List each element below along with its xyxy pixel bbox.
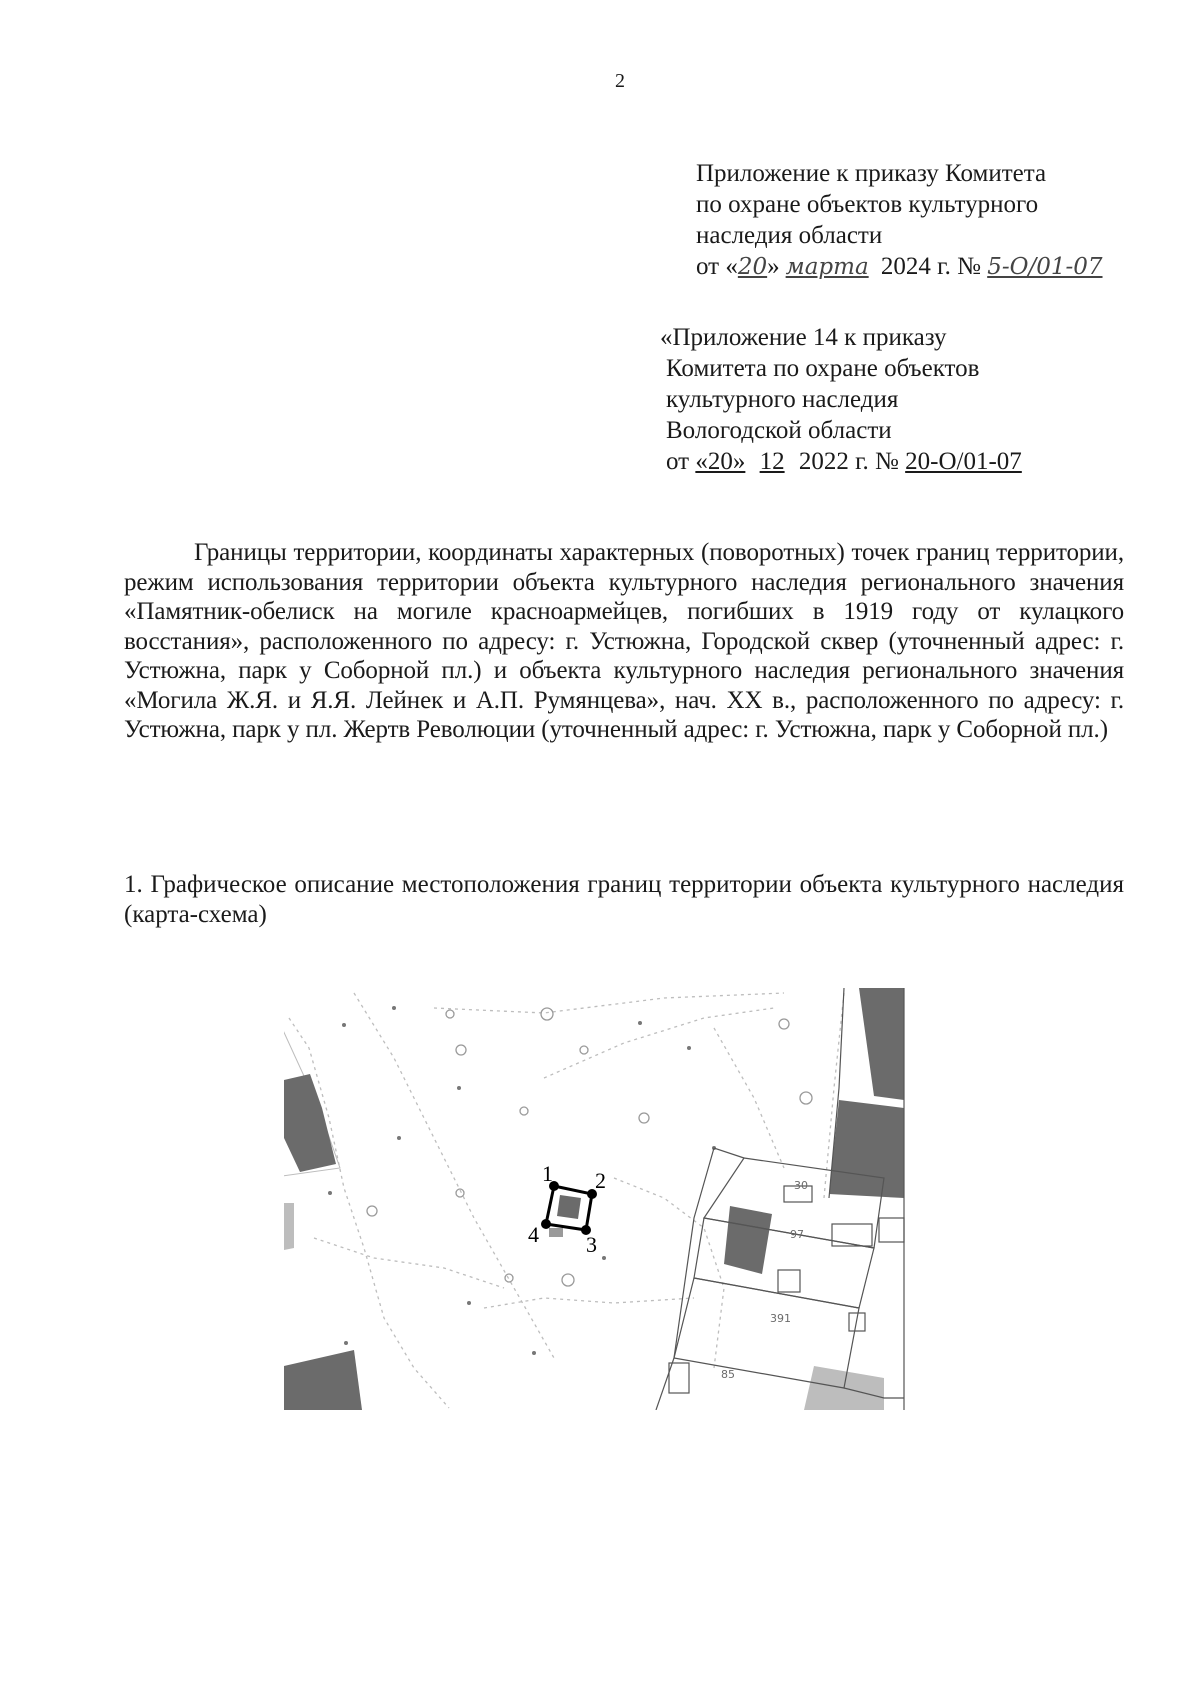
header-line: «Приложение 14 к приказу [660,324,947,351]
parcel-label-97: 97 [790,1228,804,1241]
monument-base [549,1228,563,1237]
territory-map [284,988,964,1410]
handwritten-month: марта [785,254,869,280]
handwritten-day: 20 [737,254,768,280]
point-label-1: 1 [542,1161,553,1186]
building-right [829,1100,904,1198]
header-date-line [696,251,1103,283]
monument-building [557,1195,581,1219]
point-label-3: 3 [586,1232,597,1257]
point-label-2: 2 [595,1168,606,1193]
date-prefix: от [666,448,690,475]
header-line: культурного наследия [666,386,899,413]
document-title: Границы территории, координаты характерных (поворотных) точек границ территории, режим использования территории объекта культурного наследия регионального значения «Памятник-обелиск на могиле красноармейцев, погибших в 1919 году от кулацкого восстания», расположенного по адресу: г. Устюжна, Городской сквер (уточненный адрес: г. Устюжна, парк у Соборной пл.) и объекта культурного наследия регионального значения «Могила Ж.Я. и Я.Я. Лейнек и А.П. Румянцева», нач. XX в., расположенного по адресу: г. Устюжна, парк у пл. Жертв Революции (уточненный адрес: г. Устюжна, парк у Соборной пл.) [124,539,1124,743]
parcel-label-30: 30 [794,1179,808,1192]
date-year: 2022 г. № [798,448,899,475]
order-appendix-header [696,158,1103,283]
section-1-heading: 1. Графическое описание местоположения границ территории объекта культурного наследия (карта-схема) [124,871,1124,928]
date-sep: » [767,253,780,280]
date-day: «20» [695,448,746,475]
point-label-4: 4 [528,1222,539,1247]
original-appendix-header [660,322,1022,477]
parcel-label-391: 391 [770,1312,791,1325]
header-line: Приложение к приказу Комитета [696,160,1047,187]
header-line: наследия области [696,222,883,249]
handwritten-order-number: 5-О/01-07 [987,254,1103,280]
page-number: 2 [615,70,625,92]
boundary-point-4 [541,1219,551,1229]
building-left-light [284,1203,294,1250]
header-date-line [660,446,1022,477]
date-month: 12 [759,448,785,475]
header-line: по охране объектов культурного [696,191,1039,218]
header-line: Комитета по охране объектов [666,355,980,382]
date-prefix: от « [696,253,738,280]
parcel-label-85: 85 [721,1368,735,1381]
date-year: 2024 г. № [880,253,981,280]
header-line: Вологодской области [666,417,892,444]
order-number: 20-О/01-07 [905,448,1022,475]
